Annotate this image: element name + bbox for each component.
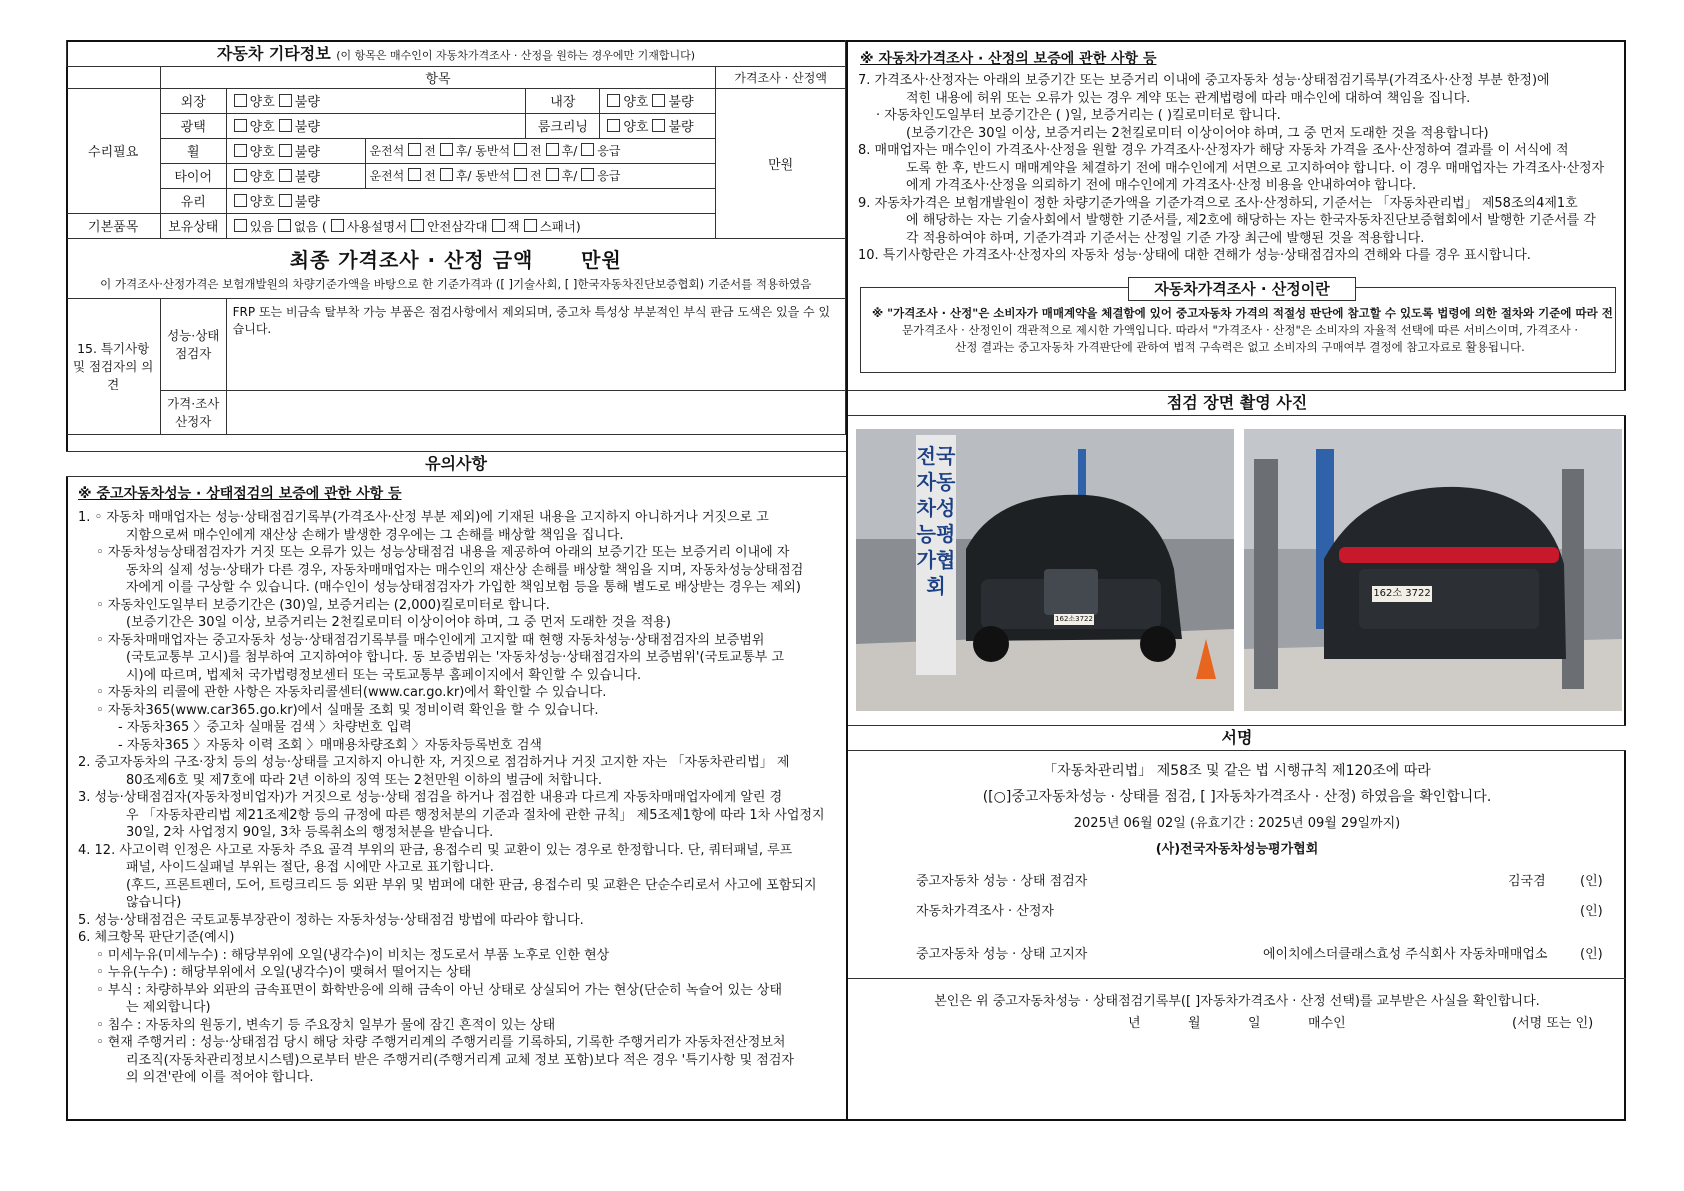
notice-line: 우 「자동차관리법 제21조제2항 등의 규정에 따른 행정처분의 기준과 절차에 관한 규칙」 제5조제1항에 따라 1차 사업정지 [126, 807, 825, 823]
signature-line-1: 「자동차관리법」 제58조 및 같은 법 시행규칙 제120조에 따라 [1043, 763, 1431, 779]
price-definition-title: 자동차가격조사 · 산정이란 [1128, 277, 1356, 301]
good-label: 양호 [249, 170, 275, 185]
polish-label: 광택 [160, 113, 226, 138]
room-good-checkbox[interactable] [607, 119, 620, 132]
bad-label: 불량 [294, 120, 320, 135]
polish-options [226, 113, 526, 138]
tire-driver-front-checkbox[interactable] [408, 168, 421, 181]
notifier-seal: (인) [1580, 947, 1603, 962]
exterior-good-checkbox[interactable] [234, 94, 247, 107]
signature-date: 2025년 06월 02일 (유효기간 : 2025년 09월 29일까지) [1073, 816, 1401, 831]
signature-organization: (사)전국자동차성능평가협회 [1155, 842, 1319, 857]
notice-line: 80조제6호 및 제7호에 따라 2년 이하의 징역 또는 2천만원 이하의 벌금에 처합니다. [126, 772, 602, 788]
receipt-confirmation: 본인은 위 중고자동차성능 · 상태점검기록부([ ]자동차가격조사 · 산정 선택)를 교부받은 사실을 확인합니다. [934, 994, 1540, 1009]
notice-line: 시)에 따르며, 법제처 국가법령정보센터 또는 국토교통부 홈페이지에서 확인할 수 있습니다. [126, 667, 642, 683]
notice-line: ◦ 침수 : 자동차의 원동기, 변속기 등 주요장치 일부가 물에 잠긴 흔적이 있는 상태 [96, 1017, 556, 1033]
notice-line: 7. 가격조사·산정자는 아래의 보증기간 또는 보증거리 이내에 중고자동차 성능·상태점검기록부(가격조사·산정 부분 한정)에 [858, 73, 1550, 88]
price-notice-subtitle: ※ 자동차가격조사 · 산정의 보증에 관한 사항 등 [860, 51, 1157, 67]
notice-line: 8. 매매업자는 매수인이 가격조사·산정을 원할 경우 가격조사·산정자가 해당 자동차 가격을 조사·산정하여 결과를 이 서식에 적 [858, 143, 1569, 158]
notice-line: (후드, 프론트펜더, 도어, 트렁크리드 등 외판 부위 및 범퍼에 대한 판금, 용접수리 및 교환은 단순수리로서 사고에 포함되지 [126, 877, 817, 893]
front-label: 전 [530, 169, 542, 183]
notice-line: 3. 성능·상태점검자(자동차정비업자)가 거짓으로 성능·상태 점검을 하거나 점검한 내용과 다르게 자동차매매업자에게 알린 경 [78, 790, 783, 805]
receipt-day: 일 [1248, 1016, 1261, 1031]
tire-label: 타이어 [160, 163, 226, 188]
good-label: 양호 [249, 120, 275, 135]
interior-options [600, 88, 716, 113]
jack-checkbox[interactable] [492, 219, 505, 232]
appraiser-seal: (인) [1580, 904, 1603, 919]
wheel-passenger-front-checkbox[interactable] [514, 143, 527, 156]
left-column [66, 40, 848, 1121]
notice-line: 에 해당하는 자는 기술사회에서 발행한 기준서를, 제2호에 해당하는 자는 한국자동차진단보증협회에서 발행한 기준서를 각 [906, 213, 1596, 228]
notifier-name: 에이치에스더클래스효성 주식회사 자동차매매업소 [1263, 947, 1548, 962]
inspector-seal: (인) [1580, 874, 1603, 889]
notice-line: - 자동차365 〉자동차 이력 조회 〉매매용차량조회 〉자동차등록번호 검색 [118, 737, 542, 753]
glass-bad-checkbox[interactable] [279, 194, 292, 207]
wheel-emergency-checkbox[interactable] [581, 143, 594, 156]
tire-position-options: 운전석 전 후/ 동반석 전 후/ 응급 [366, 163, 716, 188]
notice-line: 않습니다) [126, 895, 182, 910]
room-cleaning-options [600, 113, 716, 138]
notice-line: 리조직(자동차관리정보시스템)으로부터 받은 주행거리(주행거리계 교체 정보 포함)보다 적은 경우 '특기사항 및 점검자 [126, 1052, 794, 1068]
good-label: 양호 [623, 120, 649, 135]
notice-title: 유의사항 [66, 451, 846, 477]
signature-divider [848, 978, 1626, 979]
final-amount-cell [67, 238, 846, 298]
glass-label: 유리 [160, 188, 226, 213]
wheel-options [226, 138, 366, 163]
driver-seat-label: 운전석 [369, 169, 405, 183]
rear-label: 후 [455, 144, 468, 158]
notice-line: 9. 자동차가격은 보험개발원이 정한 차량기준가액을 기준가격으로 조사·산정하되, 기준서는 「자동차관리법」 제58조의4제1호 [858, 195, 1578, 211]
definition-line-3: 산정 결과는 중고자동차 가격판단에 관하여 법적 구속력은 없고 소비자의 구매여부 결정에 참고자료로 활용됩니다. [955, 340, 1525, 354]
signature-title: 서명 [848, 725, 1626, 751]
good-label: 양호 [623, 95, 649, 110]
notice-subtitle: ※ 중고자동차성능 · 상태점검의 보증에 관한 사항 등 [78, 486, 402, 502]
notice-line: 적힌 내용에 허위 또는 오류가 있는 경우 계약 또는 관계법령에 따라 매수인에 대하여 책임을 집니다. [906, 90, 1471, 106]
rear-label: 후 [455, 169, 468, 183]
have-checkbox[interactable] [234, 219, 247, 232]
notice-line: ◦ 자동차매매업자는 중고자동차 성능·상태점검기록부를 매수인에게 고지할 때 현행 자동차성능·상태점검자의 보증범위 [96, 632, 765, 648]
repair-needed-label: 수리필요 [67, 88, 161, 213]
inspector-opinion: FRP 또는 비금속 탈부착 가능 부품은 점검사항에서 제외되며, 중고차 특성상 부분적인 부식 판금 도색은 있을 수 있습니다. [226, 298, 845, 390]
wheel-driver-front-checkbox[interactable] [408, 143, 421, 156]
notice-line: 4. 12. 사고이력 인정은 사고로 자동차 주요 골격 부위의 판금, 용접수리 및 교환이 있는 경우로 한정합니다. 단, 쿼터패널, 루프 [78, 842, 793, 858]
front-car-illustration [856, 429, 1234, 711]
wheel-position-options: 운전석 전 후/ 동반석 전 후/ 응급 [366, 138, 716, 163]
notifier-sign-label: 중고자동차 성능 · 상태 고지자 [916, 947, 1088, 962]
manual-checkbox[interactable] [331, 219, 344, 232]
triangle-label: 안전삼각대 [427, 218, 488, 234]
notice-line: ◦ 현재 주행거리 : 성능·상태점검 당시 해당 차량 주행거리계의 주행거리를 기록하되, 기록한 주행거리가 자동차전산정보처 [96, 1035, 786, 1050]
front-label: 전 [530, 144, 542, 158]
good-label: 양호 [249, 95, 275, 110]
notice-line: ◦ 누유(누수) : 해당부위에서 오일(냉각수)이 맺혀서 떨어지는 상태 [96, 965, 472, 980]
rear-car-illustration [1244, 429, 1622, 711]
holding-status-label: 보유상태 [160, 213, 226, 238]
polish-bad-checkbox[interactable] [279, 119, 292, 132]
inspector-sign-label: 중고자동차 성능 · 상태 점검자 [916, 874, 1088, 889]
other-info-header [67, 40, 846, 66]
other-info-title: 자동차 기타정보 [216, 44, 331, 64]
good-label: 양호 [249, 145, 275, 160]
interior-label: 내장 [526, 88, 600, 113]
notice-line: ◦ 자동차인도일부터 보증기간은 (30)일, 보증거리는 (2,000)킬로미터로 합니다. [96, 597, 550, 613]
receipt-sign: (서명 또는 인) [1512, 1016, 1594, 1031]
tire-passenger-front-checkbox[interactable] [514, 168, 527, 181]
final-amount-label: 최종 가격조사 · 산정 금액 [289, 248, 534, 272]
bad-label: 불량 [668, 120, 694, 135]
appraiser-label: 가격·조사 산정자 [160, 390, 226, 434]
interior-good-checkbox[interactable] [607, 94, 620, 107]
inspection-photo-front [856, 429, 1234, 711]
photos-title: 점검 장면 촬영 사진 [848, 390, 1626, 416]
notice-line: 자에게 이를 구상할 수 있습니다. (매수인이 성능상태점검자가 가입한 책임보험 등을 통해 별도로 배상받는 경우는 제외) [126, 580, 801, 595]
notice-line: 패널, 사이드실패널 부위는 절단, 용접 시에만 사고로 표기합니다. [126, 860, 494, 875]
notice-line: ◦ 미세누유(미세누수) : 해당부위에 오일(냉각수)이 비치는 정도로서 부품 노후로 인한 현상 [96, 947, 610, 963]
tire-passenger-rear-checkbox[interactable] [546, 168, 559, 181]
wheel-good-checkbox[interactable] [234, 144, 247, 157]
basic-items-label: 기본품목 [67, 213, 161, 238]
notice-line: 1. ◦ 자동차 매매업자는 성능·상태점검기록부(가격조사·산정 부분 제외)에 기재된 내용을 고지하지 아니하거나 거짓으로 고 [78, 510, 769, 525]
manual-label: 사용설명서 [346, 218, 408, 234]
tire-good-checkbox[interactable] [234, 169, 247, 182]
notice-line: (보증기간은 30일 이상, 보증거리는 2천킬로미터 이상이어야 하며, 그 중 먼저 도래한 것을 적용합니다) [906, 125, 1489, 141]
none-label: 없음 ( [293, 218, 327, 234]
notice-line: (국토교통부 고시)를 첨부하여 고지하여야 합니다. 동 보증범위는 '자동차성능·상태점검자의 보증범위'(국토교통부 고 [126, 650, 785, 665]
bad-label: 불량 [668, 95, 694, 110]
exterior-bad-checkbox[interactable] [279, 94, 292, 107]
other-info-note: (이 항목은 매수인이 자동차가격조사 · 산정을 원하는 경우에만 기재합니다) [336, 49, 696, 63]
receipt-year: 년 [1128, 1016, 1141, 1031]
exterior-options [226, 88, 526, 113]
jack-label: 잭 [507, 218, 520, 234]
emergency-label: 응급 [597, 169, 621, 183]
notice-line: 10. 특기사항란은 가격조사·산정자의 자동차 성능·상태에 대한 견해가 성능·상태점검자의 견해와 다를 경우 표시합니다. [858, 248, 1531, 263]
appraiser-sign-label: 자동차가격조사 · 산정자 [916, 904, 1054, 919]
notice-line: · 자동차인도일부터 보증기간은 ( )일, 보증거리는 ( )킬로미터로 합니다. [876, 108, 1281, 123]
bad-label: 불량 [294, 145, 320, 160]
driver-seat-label: 운전석 [369, 144, 405, 158]
wheel-driver-rear-checkbox[interactable] [440, 143, 453, 156]
emergency-label: 응급 [597, 144, 621, 158]
spanner-checkbox[interactable] [524, 219, 537, 232]
definition-line-2: 문가격조사 · 산정인이 객관적으로 제시한 가액입니다. 따라서 "가격조사 · 산정"은 소비자의 자율적 선택에 따른 서비스이며, 가격조사 · [901, 323, 1579, 337]
notice-line: 도록 한 후, 반드시 매매계약을 체결하기 전에 매수인에게 서면으로 고지하여야 합니다. 이 경우 매매업자는 가격조사·산정자 [906, 160, 1605, 176]
tire-bad-checkbox[interactable] [279, 169, 292, 182]
notice-line: 2. 중고자동차의 구조·장치 등의 성능·상태를 고지하지 아니한 자, 거짓으로 점검하거나 거짓 고지한 자는 「자동차관리법」 제 [78, 755, 790, 770]
notice-line: 의 의견'란에 이를 적어야 합니다. [126, 1070, 314, 1085]
exterior-label: 외장 [160, 88, 226, 113]
wheel-label: 휠 [160, 138, 226, 163]
have-label: 있음 [249, 218, 274, 234]
holding-options [226, 213, 716, 238]
interior-bad-checkbox[interactable] [652, 94, 665, 107]
wheel-bad-checkbox[interactable] [279, 144, 292, 157]
front-license-plate: 162소3722 [1055, 615, 1093, 623]
front-label: 전 [424, 144, 436, 158]
notice-line: (보증기간은 30일 이상, 보증거리는 2천킬로미터 이상이어야 하며, 그 중 먼저 도래한 것을 적용) [126, 615, 671, 630]
basis-note: 이 가격조사·산정가격은 보험개발원의 차량기준가액을 바탕으로 한 기준가격과 ([ ]기술사회, [ ]한국자동차진단보증협회) 기준서를 적용하였음 [100, 277, 812, 291]
appraiser-opinion [226, 390, 845, 434]
notice-line: ◦ 자동차의 리콜에 관한 사항은 자동차리콜센터(www.car.go.kr)에서 확인할 수 있습니다. [96, 685, 607, 700]
receipt-buyer: 매수인 [1308, 1016, 1346, 1031]
glass-options [226, 188, 716, 213]
definition-line-1: ※ "가격조사 · 산정"은 소비자가 매매계약을 체결함에 있어 중고자동차 가격의 적절성 판단에 참고할 수 있도록 법령에 의한 절차와 기준에 따라 전 [872, 306, 1613, 320]
price-unit: 만원 [716, 88, 846, 238]
right-column [848, 40, 1626, 1121]
column-price: 가격조사 · 산정액 [716, 66, 846, 88]
triangle-checkbox[interactable] [411, 219, 424, 232]
front-label: 전 [424, 169, 436, 183]
glass-good-checkbox[interactable] [234, 194, 247, 207]
tire-driver-rear-checkbox[interactable] [440, 168, 453, 181]
price-definition-text [872, 305, 1613, 356]
notice-line: 각 적용하여야 하며, 기준가격과 기준서는 산정일 기준 가장 최근에 발행된 것을 적용합니다. [906, 230, 1425, 246]
wheel-passenger-rear-checkbox[interactable] [546, 143, 559, 156]
final-amount-unit: 만원 [581, 248, 622, 272]
notice-line: 동차의 실제 성능·상태가 다른 경우, 자동차매매업자는 매수인의 재산상 손해를 배상할 책임을 지며, 자동차성능상태점검 [126, 562, 804, 578]
notice-line: ◦ 부식 : 차량하부와 외판의 금속표면이 화학반응에 의해 금속이 아닌 상태로 상실되어 가는 현상(단순히 녹슬어 있는 상태 [96, 982, 783, 998]
association-banner: 전국자동차성능평가협회 [916, 444, 956, 598]
notice-line: 30일, 2차 사업정지 90일, 3차 등록취소의 행정처분을 받습니다. [126, 825, 494, 840]
notice-line: ◦ 자동차성능상태점검자가 거짓 또는 오류가 있는 성능상태점검 내용을 제공하여 아래의 보증기간 또는 보증거리 이내에 자 [96, 545, 790, 560]
notice-list [78, 509, 840, 1087]
notice-line: - 자동차365 〉중고차 실매물 검색 〉차량번호 입력 [118, 720, 412, 735]
rear-label: 후 [561, 144, 574, 158]
bad-label: 불량 [294, 195, 320, 210]
notice-line: 5. 성능·상태점검은 국토교통부장관이 정하는 자동차성능·상태점검 방법에 따라야 합니다. [78, 912, 584, 928]
price-notice-list [858, 72, 1622, 265]
inspection-photo-rear [1244, 429, 1622, 711]
spanner-label: 스패너) [539, 218, 581, 234]
notice-line: 는 제외합니다) [126, 1000, 211, 1015]
notice-line: 6. 체크항목 판단기준(예시) [78, 930, 235, 945]
receipt-month: 월 [1188, 1016, 1201, 1031]
inspector-label: 성능·상태 점검자 [160, 298, 226, 390]
signature-line-2: ([○]중고자동차성능 · 상태를 점검, [ ]자동차가격조사 · 산정) 하였음을 확인합니다. [982, 789, 1492, 805]
notice-line: 지함으로써 매수인에게 재산상 손해가 발생한 경우에는 그 손해를 배상할 책임을 집니다. [126, 527, 624, 543]
none-checkbox[interactable] [278, 219, 291, 232]
column-item: 항목 [160, 66, 715, 88]
notice-line: ◦ 자동차365(www.car365.go.kr)에서 실매물 조회 및 정비이력 확인을 할 수 있습니다. [96, 702, 599, 718]
bad-label: 불량 [294, 170, 320, 185]
tire-emergency-checkbox[interactable] [581, 168, 594, 181]
notice-line: 에게 가격조사·산정을 의뢰하기 전에 매수인에게 가격조사·산정 비용을 안내하여야 합니다. [906, 178, 1417, 193]
good-label: 양호 [249, 195, 275, 210]
room-bad-checkbox[interactable] [652, 119, 665, 132]
rear-label: 후 [561, 169, 574, 183]
tire-options [226, 163, 366, 188]
passenger-seat-label: 동반석 [475, 144, 511, 158]
polish-good-checkbox[interactable] [234, 119, 247, 132]
inspector-name: 김국겸 [1508, 874, 1546, 889]
passenger-seat-label: 동반석 [475, 169, 511, 183]
other-info-table [66, 40, 846, 435]
rear-license-plate: 162소 3722 [1373, 588, 1431, 599]
bad-label: 불량 [294, 95, 320, 110]
room-cleaning-label: 룸크리닝 [526, 113, 600, 138]
special-notes-label: 15. 특기사항 및 점검자의 의견 [67, 298, 161, 434]
